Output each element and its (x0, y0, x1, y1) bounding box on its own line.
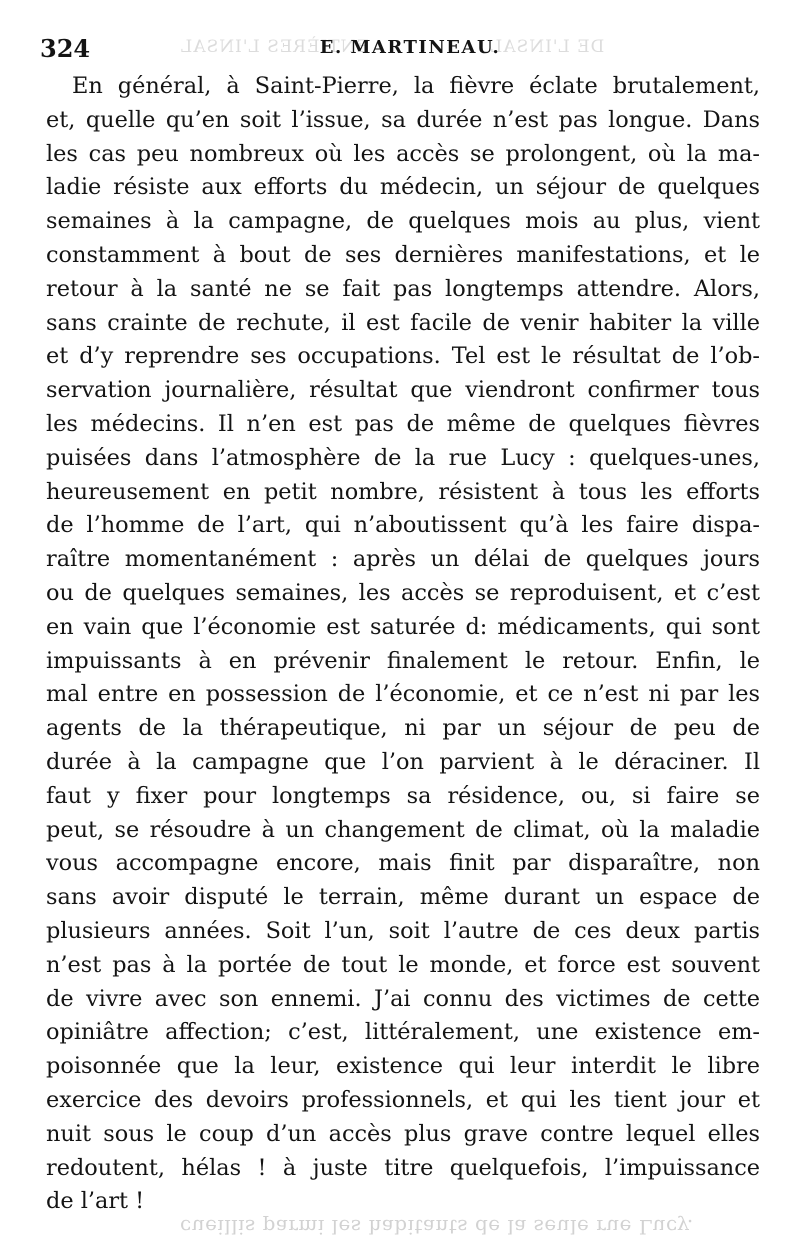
page-header (40, 34, 780, 64)
text-line: agents de la thérapeutique, ni par un séjour de peu de (46, 715, 760, 742)
text-line: plusieurs années. Soit l’un, soit l’autre de ces deux partis (46, 917, 760, 944)
text-line: retour à la santé ne se fait pas longtemps attendre. Alors, (46, 275, 760, 302)
text-line: les médecins. Il n’en est pas de même de quelques fièvres (46, 410, 760, 437)
text-line: nuit sous le coup d’un accès plus grave contre lequel elles (46, 1120, 760, 1147)
text-line: sans crainte de rechute, il est facile de venir habiter la ville (46, 309, 760, 336)
text-line: et d’y reprendre ses occupations. Tel est le résultat de l’ob- (46, 343, 760, 370)
body-paragraph (46, 70, 760, 1219)
text-line: raître momentanément : après un délai de quelques jours (46, 546, 760, 573)
text-line: semaines à la campagne, de quelques mois au plus, vient (46, 208, 760, 235)
text-line: exercice des devoirs professionnels, et qui les tient jour et (46, 1086, 760, 1113)
text-line: vous accompagne encore, mais finit par disparaître, non (46, 850, 760, 877)
text-line: peut, se résoudre à un changement de climat, où la maladie (46, 816, 760, 843)
text-line: durée à la campagne que l’on parvient à le déraciner. Il (46, 748, 760, 775)
text-line: En général, à Saint-Pierre, la fièvre éclate brutalement, (72, 73, 760, 99)
text-line: de l’art ! (46, 1188, 145, 1215)
show-through-text-bottom: cueillis parmi les habitants de la seule rue Lucy. (180, 1215, 694, 1239)
text-line: impuissants à en prévenir finalement le retour. Enfin, le (46, 647, 760, 674)
text-line: opiniâtre affection; c’est, littéralement, une existence em- (46, 1019, 760, 1046)
text-line: puisées dans l’atmosphère de la rue Lucy : quelques-unes, (46, 444, 760, 471)
page-number: 324 (40, 34, 91, 63)
text-line: servation journalière, résultat que viendront confirmer tous (46, 377, 760, 404)
text-line: redoutent, hélas ! à juste titre quelquefois, l’impuissance (46, 1154, 760, 1181)
text-line: de l’homme de l’art, qui n’aboutissent qu’à les faire dispa- (46, 512, 760, 539)
running-head: E. MARTINEAU. (319, 37, 501, 58)
text-line: ou de quelques semaines, les accès se reproduisent, et c’est (46, 579, 760, 606)
text-line: sans avoir disputé le terrain, même durant un espace de (46, 884, 760, 911)
text-line: faut y fixer pour longtemps sa résidence, ou, si faire se (46, 782, 760, 809)
text-line: et, quelle qu’en soit l’issue, sa durée n’est pas longue. Dans (46, 106, 760, 133)
show-through-text-left: ENTIÈRES L'INSAL (180, 37, 369, 57)
show-through-text-right: DE L'INSAL (490, 37, 605, 57)
text-line: de vivre avec son ennemi. J’ai connu des victimes de cette (46, 985, 760, 1012)
text-line: en vain que l’économie est saturée d: médicaments, qui sont (46, 613, 760, 640)
text-line: ladie résiste aux efforts du médecin, un séjour de quelques (46, 174, 760, 201)
text-line: n’est pas à la portée de tout le monde, et force est souvent (46, 951, 760, 978)
text-line: mal entre en possession de l’économie, et ce n’est ni par les (46, 681, 760, 708)
text-line: poisonnée que la leur, existence qui leur interdit le libre (46, 1053, 760, 1080)
text-line: les cas peu nombreux où les accès se prolongent, où la ma- (46, 140, 760, 167)
text-line: constamment à bout de ses dernières manifestations, et le (46, 241, 760, 268)
text-line: heureusement en petit nombre, résistent à tous les efforts (46, 478, 760, 505)
